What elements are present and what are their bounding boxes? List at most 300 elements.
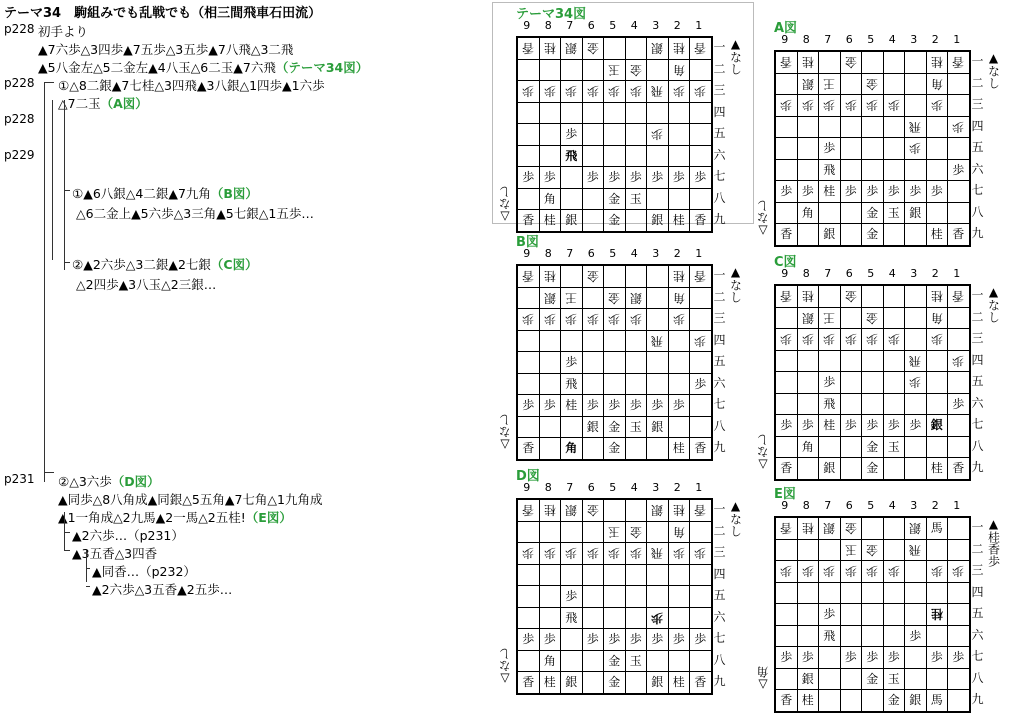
board-square <box>690 499 712 521</box>
board-square <box>926 372 948 394</box>
board-square <box>775 582 797 604</box>
board-square <box>775 517 797 539</box>
board-square <box>926 51 948 73</box>
board-square <box>797 458 819 480</box>
column-label: 5 <box>609 481 617 494</box>
column-label: 8 <box>802 33 810 46</box>
tree-connector <box>52 100 53 260</box>
shogi-piece: 飛 <box>651 84 664 99</box>
board-square <box>862 647 884 669</box>
shogi-piece: 歩 <box>780 564 793 579</box>
shogi-piece: 歩 <box>866 332 879 347</box>
board-square <box>905 393 927 415</box>
shogi-piece: 歩 <box>672 84 685 99</box>
board-square <box>604 586 626 608</box>
shogi-piece: 銀 <box>651 503 664 518</box>
row-label: 五 <box>971 606 984 620</box>
move-line <box>38 58 368 76</box>
board-square <box>905 582 927 604</box>
board-square <box>926 668 948 690</box>
shogi-piece: 歩 <box>780 418 793 433</box>
column-label: 9 <box>781 33 789 46</box>
board-square <box>668 438 690 460</box>
board-square <box>690 210 712 232</box>
shogi-piece: 歩 <box>930 98 943 113</box>
row-label: 八 <box>971 204 984 219</box>
shogi-piece: 歩 <box>565 355 578 370</box>
shogi-piece: 歩 <box>694 376 707 391</box>
board-square <box>819 372 841 394</box>
board-square <box>926 561 948 583</box>
board-square <box>905 159 927 181</box>
column-label: 9 <box>781 499 789 512</box>
board-square <box>926 625 948 647</box>
board-square <box>819 95 841 117</box>
column-label: 7 <box>566 247 574 260</box>
row-labels <box>971 517 985 711</box>
board-square <box>883 116 905 138</box>
board-square <box>862 202 884 224</box>
column-labels <box>516 19 710 32</box>
tree-connector <box>64 532 70 533</box>
board-square <box>862 138 884 160</box>
row-label: 六 <box>971 161 984 176</box>
board-square <box>948 138 970 160</box>
diagram-ref: （D図） <box>111 474 160 489</box>
board-square <box>840 458 862 480</box>
board-square <box>625 373 647 395</box>
board-square <box>840 517 862 539</box>
row-labels <box>713 37 727 231</box>
shogi-piece: 金 <box>608 653 621 668</box>
board-square <box>775 202 797 224</box>
board-square <box>948 307 970 329</box>
board-square <box>926 690 948 712</box>
board-square <box>604 210 626 232</box>
shogi-piece: 歩 <box>866 650 879 665</box>
board-square <box>668 210 690 232</box>
shogi-piece: 歩 <box>543 84 556 99</box>
board-square <box>539 37 561 59</box>
board-square <box>517 309 539 331</box>
shogi-piece: 香 <box>522 213 535 228</box>
column-label: 8 <box>544 247 552 260</box>
board-square <box>948 668 970 690</box>
shogi-piece: 歩 <box>844 650 857 665</box>
board-square <box>905 116 927 138</box>
board-square <box>819 604 841 626</box>
board-square <box>905 647 927 669</box>
shogi-piece: 桂 <box>930 227 943 242</box>
page-ref: p228 <box>4 22 35 36</box>
shogi-piece: 玉 <box>608 62 621 77</box>
shogi-piece: 歩 <box>909 375 922 390</box>
board-square <box>539 124 561 146</box>
move-text: ▲7六歩△3四歩▲7五歩△3五歩▲7八飛△3二飛 <box>38 42 294 57</box>
board-square <box>926 329 948 351</box>
board-square <box>647 629 669 651</box>
board-square <box>539 416 561 438</box>
board-square <box>948 539 970 561</box>
board-square <box>862 458 884 480</box>
board-square <box>625 102 647 124</box>
board-square <box>840 224 862 246</box>
board-square <box>625 188 647 210</box>
board-square <box>604 395 626 417</box>
column-label: 5 <box>609 19 617 32</box>
board-square <box>905 625 927 647</box>
board-square <box>926 224 948 246</box>
board-square <box>561 629 583 651</box>
board-square <box>905 517 927 539</box>
shogi-piece: 桂 <box>801 289 814 304</box>
shogi-piece: 桂 <box>801 55 814 70</box>
board-square <box>625 586 647 608</box>
shogi-piece: 歩 <box>952 564 965 579</box>
shogi-board <box>774 284 971 481</box>
move-line <box>58 76 325 94</box>
board-square <box>840 582 862 604</box>
board-square <box>819 582 841 604</box>
board-square <box>840 202 862 224</box>
shogi-piece: 王 <box>565 290 578 305</box>
board-square <box>840 285 862 307</box>
shogi-piece: 歩 <box>801 564 814 579</box>
board-square <box>775 647 797 669</box>
shogi-piece: 歩 <box>694 84 707 99</box>
board-square <box>819 539 841 561</box>
board-square <box>604 59 626 81</box>
board-square <box>690 309 712 331</box>
board-square <box>582 81 604 103</box>
shogi-piece: 銀 <box>823 521 836 536</box>
board-square <box>948 561 970 583</box>
board-square <box>840 350 862 372</box>
board-square <box>690 373 712 395</box>
column-label: 4 <box>630 481 638 494</box>
board-square <box>883 517 905 539</box>
board-square <box>926 95 948 117</box>
board-square <box>862 393 884 415</box>
shogi-piece: 飛 <box>565 376 578 391</box>
shogi-piece: 歩 <box>909 628 922 643</box>
board-square <box>582 629 604 651</box>
board-square <box>604 352 626 374</box>
board-square <box>840 329 862 351</box>
shogi-piece: 香 <box>694 269 707 284</box>
shogi-piece: 銀 <box>909 693 922 708</box>
row-label: 五 <box>713 354 726 368</box>
board-square <box>926 285 948 307</box>
board-square <box>625 330 647 352</box>
board-square <box>668 395 690 417</box>
row-label: 三 <box>713 83 726 97</box>
board-square <box>517 124 539 146</box>
shogi-piece: 歩 <box>629 398 642 413</box>
tree-connector <box>86 586 90 587</box>
shogi-piece: 香 <box>522 503 535 518</box>
board-square <box>840 138 862 160</box>
board-square <box>775 561 797 583</box>
board-square <box>883 329 905 351</box>
board-square <box>604 330 626 352</box>
board-square <box>561 416 583 438</box>
shogi-piece: 角 <box>543 191 556 206</box>
board-square <box>604 373 626 395</box>
board-square <box>539 373 561 395</box>
board-square <box>819 307 841 329</box>
column-labels <box>774 499 968 512</box>
column-label: 4 <box>888 267 896 280</box>
board-square <box>883 539 905 561</box>
shogi-piece: 歩 <box>629 546 642 561</box>
shogi-piece: 歩 <box>887 418 900 433</box>
move-line <box>76 275 216 293</box>
board-square <box>668 416 690 438</box>
board-square <box>883 415 905 437</box>
board-square <box>948 458 970 480</box>
board-square <box>797 95 819 117</box>
row-label: 七 <box>713 397 726 411</box>
column-label: 3 <box>652 481 660 494</box>
board-square <box>647 499 669 521</box>
shogi-piece: 桂 <box>672 441 685 456</box>
board-square <box>647 287 669 309</box>
board-square <box>775 285 797 307</box>
shogi-piece: 銀 <box>801 76 814 91</box>
board-square <box>862 285 884 307</box>
shogi-piece: 歩 <box>694 170 707 185</box>
row-label: 四 <box>971 584 984 599</box>
board-square <box>604 416 626 438</box>
board-square <box>690 586 712 608</box>
board-square <box>517 543 539 565</box>
shogi-piece: 桂 <box>672 213 685 228</box>
board-square <box>561 499 583 521</box>
shogi-piece: 桂 <box>672 269 685 284</box>
board-square <box>905 458 927 480</box>
column-label: 8 <box>802 499 810 512</box>
board-square <box>690 672 712 694</box>
shogi-piece: 香 <box>694 503 707 518</box>
row-labels <box>713 265 727 459</box>
board-square <box>948 95 970 117</box>
row-label: 八 <box>971 670 984 685</box>
row-label: 八 <box>713 190 726 205</box>
board-square <box>647 586 669 608</box>
row-label: 九 <box>713 212 726 226</box>
shogi-piece: 桂 <box>543 41 556 56</box>
board-square <box>668 629 690 651</box>
board-square <box>883 159 905 181</box>
move-line <box>58 94 148 112</box>
shogi-piece: 歩 <box>651 127 664 142</box>
board-square <box>625 210 647 232</box>
column-label: 1 <box>695 19 703 32</box>
board-square <box>905 668 927 690</box>
column-label: 3 <box>910 267 918 280</box>
board-square <box>561 672 583 694</box>
board-square <box>819 73 841 95</box>
shogi-piece: 飛 <box>909 119 922 134</box>
board-square <box>582 607 604 629</box>
board-square <box>582 672 604 694</box>
board-square <box>690 37 712 59</box>
shogi-piece: 歩 <box>952 650 965 665</box>
shogi-piece: 角 <box>672 62 685 77</box>
board-square <box>668 188 690 210</box>
move-text: ▲1一角成△2九馬▲2一馬△2五桂! <box>58 510 246 525</box>
shogi-piece: 歩 <box>823 332 836 347</box>
board-square <box>517 499 539 521</box>
board-square <box>862 561 884 583</box>
board-square <box>883 647 905 669</box>
board-square <box>862 539 884 561</box>
board-square <box>561 586 583 608</box>
board-square <box>539 672 561 694</box>
shogi-piece: 玉 <box>629 419 642 434</box>
board-square <box>926 604 948 626</box>
board-square <box>926 647 948 669</box>
board-square <box>883 138 905 160</box>
tree-connector <box>44 82 45 482</box>
board-square <box>797 307 819 329</box>
row-label: 五 <box>971 374 984 388</box>
board-square <box>797 138 819 160</box>
board-square <box>862 415 884 437</box>
board-square <box>625 395 647 417</box>
board-square <box>797 372 819 394</box>
board-square <box>647 650 669 672</box>
shogi-piece: 歩 <box>543 312 556 327</box>
page-title: テーマ34 駒組みでも乱戦でも（相三間飛車石田流） <box>4 6 322 21</box>
board-title: E図 <box>774 487 796 502</box>
board-square <box>775 138 797 160</box>
board-square <box>840 668 862 690</box>
shogi-piece: 銀 <box>651 419 664 434</box>
move-text: ①▲6八銀△4二銀▲7九角 <box>72 186 211 201</box>
board-square <box>797 517 819 539</box>
shogi-piece: 銀 <box>651 213 664 228</box>
board-square <box>948 604 970 626</box>
board-square <box>797 224 819 246</box>
shogi-piece: 歩 <box>844 184 857 199</box>
board-square <box>625 124 647 146</box>
board-square <box>926 539 948 561</box>
board-square <box>625 145 647 167</box>
shogi-piece: 銀 <box>543 290 556 305</box>
move-text: ▲同香…（p232） <box>92 564 196 579</box>
board-square <box>948 181 970 203</box>
shogi-piece: 飛 <box>909 353 922 368</box>
board-square <box>517 210 539 232</box>
row-label: 八 <box>713 418 726 433</box>
board-square <box>819 329 841 351</box>
board-square <box>840 116 862 138</box>
board-square <box>819 690 841 712</box>
shogi-piece: 歩 <box>565 84 578 99</box>
board-square <box>775 329 797 351</box>
shogi-piece: 金 <box>866 461 879 476</box>
shogi-piece: 角 <box>930 310 943 325</box>
board-square <box>926 350 948 372</box>
shogi-piece: 飛 <box>565 610 578 625</box>
column-label: 4 <box>888 499 896 512</box>
board-square <box>905 202 927 224</box>
shogi-board <box>516 36 713 233</box>
board-square <box>582 210 604 232</box>
board-square <box>668 564 690 586</box>
board-square <box>561 59 583 81</box>
gote-hand: △なし <box>498 647 512 686</box>
board-square <box>647 102 669 124</box>
board-square <box>604 37 626 59</box>
shogi-piece: 銀 <box>565 41 578 56</box>
board-square <box>604 438 626 460</box>
shogi-piece: 歩 <box>780 98 793 113</box>
shogi-piece: 飛 <box>909 542 922 557</box>
shogi-piece: 歩 <box>930 564 943 579</box>
board-square <box>690 102 712 124</box>
board-square <box>582 37 604 59</box>
board-square <box>668 287 690 309</box>
board-square <box>905 539 927 561</box>
board-square <box>561 543 583 565</box>
board-square <box>905 604 927 626</box>
row-label: 一 <box>713 40 726 54</box>
board-square <box>948 415 970 437</box>
gote-hand: △なし <box>756 433 770 472</box>
column-label: 5 <box>867 499 875 512</box>
shogi-piece: 歩 <box>608 312 621 327</box>
board-square <box>775 458 797 480</box>
board-square <box>625 59 647 81</box>
shogi-piece: 歩 <box>586 170 599 185</box>
board-square <box>604 650 626 672</box>
board-square <box>561 330 583 352</box>
board-square <box>561 145 583 167</box>
row-label: 一 <box>971 54 984 68</box>
board-square <box>690 287 712 309</box>
row-label: 一 <box>971 520 984 534</box>
shogi-piece: 飛 <box>823 162 836 177</box>
shogi-piece: 歩 <box>586 632 599 647</box>
shogi-piece: 歩 <box>672 170 685 185</box>
row-label: 二 <box>713 289 726 304</box>
board-square <box>561 37 583 59</box>
board-square <box>690 59 712 81</box>
column-label: 2 <box>931 267 939 280</box>
shogi-piece: 歩 <box>586 398 599 413</box>
shogi-piece: 金 <box>608 675 621 690</box>
board-square <box>582 564 604 586</box>
board-square <box>819 350 841 372</box>
shogi-piece: 歩 <box>672 546 685 561</box>
column-label: 5 <box>609 247 617 260</box>
board-square <box>797 329 819 351</box>
row-label: 六 <box>713 147 726 162</box>
row-label: 一 <box>713 502 726 516</box>
row-label: 二 <box>713 523 726 538</box>
board-square <box>775 415 797 437</box>
shogi-piece: 角 <box>930 76 943 91</box>
shogi-piece: 歩 <box>909 184 922 199</box>
shogi-piece: 香 <box>780 227 793 242</box>
row-label: 六 <box>971 395 984 410</box>
board-square <box>625 309 647 331</box>
board-square <box>517 287 539 309</box>
board-square <box>517 607 539 629</box>
